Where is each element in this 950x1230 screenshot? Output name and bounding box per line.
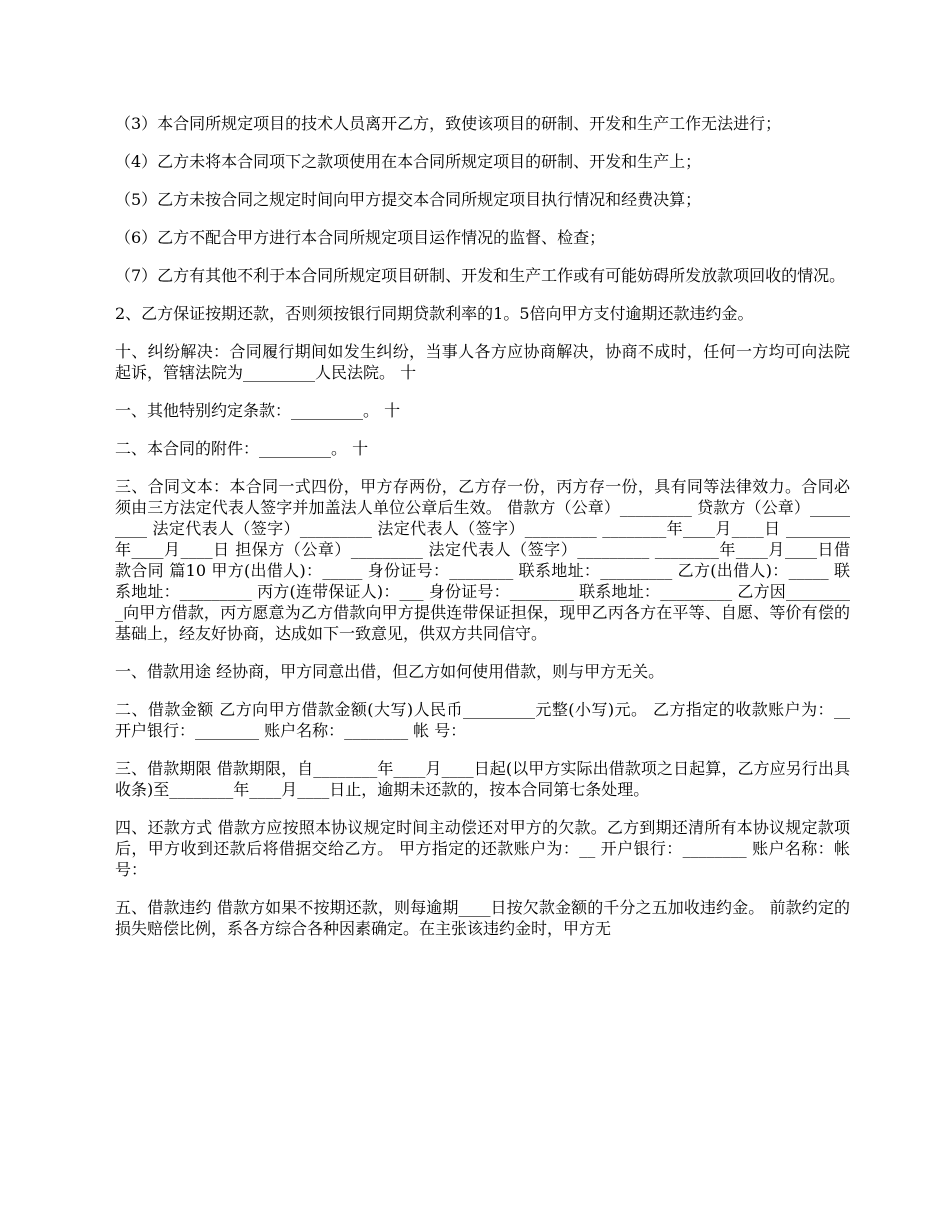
contract-text-and-signatures: 三、合同文本：本合同一式四份，甲方存两份，乙方存一份，丙方存一份，具有同等法律效力。合同必须由三方法定代表人签字并加盖法人单位公章后生效。 借款方（公章）_________ 贷款方（公章）_________ 法定代表人（签字）_________ 法定代表人（签字）_________ ________年____月____日 ________年____月____日 担保方（公章）_________ 法定代表人（签字）_________ ________年____月____日借款合同 篇10 甲方(出借人)：_____ 身份证号：________ 联系地址：_________ 乙方(出借人)：_____ 联系地址：_________ 丙方(连带保证人)：___ 身份证号：________ 联系地址：_________ 乙方因_________向甲方借款，丙方愿意为乙方借款向甲方提供连带保证担保，现甲乙丙各方在平等、自愿、等价有偿的基础上，经友好协商，达成如下一致意见，供双方共同信守。	[115, 477, 850, 643]
attachments: 二、本合同的附件：_________。 十	[115, 439, 369, 458]
clause-4: （4）乙方未将本合同项下之款项使用在本合同所规定项目的研制、开发和生产上；	[115, 152, 702, 171]
document-page	[115, 113, 850, 956]
special-terms: 一、其他特别约定条款：_________。 十	[115, 401, 401, 420]
clause-3: （3）本合同所规定项目的技术人员离开乙方，致使该项目的研制、开发和生产工作无法进行；	[115, 114, 782, 133]
loan-term: 三、借款期限 借款期限，自________年____月____日起(以甲方实际出借款项之日起算，乙方应另行出具收条)至________年____月____日止，逾期未还款的，按本合同第七条处理。	[115, 759, 850, 799]
loan-purpose: 一、借款用途 经协商，甲方同意出借，但乙方如何使用借款，则与甲方无关。	[115, 662, 665, 681]
loan-default: 五、借款违约 借款方如果不按期还款，则每逾期____日按欠款金额的千分之五加收违约金。 前款约定的损失赔偿比例，系各方综合各种因素确定。在主张该违约金时，甲方无	[115, 898, 850, 938]
dispute-resolution: 十、纠纷解决：合同履行期间如发生纠纷，当事人各方应协商解决，协商不成时，任何一方均可向法院起诉，管辖法院为_________人民法院。 十	[115, 342, 850, 382]
clause-7: （7）乙方有其他不利于本合同所规定项目研制、开发和生产工作或有可能妨碍所发放款项回收的情况。	[115, 266, 846, 285]
repayment-guarantee: 2、乙方保证按期还款，否则须按银行同期贷款利率的1。5倍向甲方支付逾期还款违约金。	[115, 304, 754, 323]
clause-6: （6）乙方不配合甲方进行本合同所规定项目运作情况的监督、检查；	[115, 228, 606, 247]
repayment-method: 四、还款方式 借款方应按照本协议规定时间主动偿还对甲方的欠款。乙方到期还清所有本协议规定款项后，甲方收到还款后将借据交给乙方。 甲方指定的还款账户为：__ 开户银行：________ 账户名称：帐 号：	[115, 818, 850, 879]
clause-5: （5）乙方未按合同之规定时间向甲方提交本合同所规定项目执行情况和经费决算；	[115, 190, 702, 209]
loan-amount: 二、借款金额 乙方向甲方借款金额(大写)人民币_________元整(小写)元。 乙方指定的收款账户为：__ 开户银行：________ 账户名称：________ 帐 号：	[115, 700, 850, 740]
